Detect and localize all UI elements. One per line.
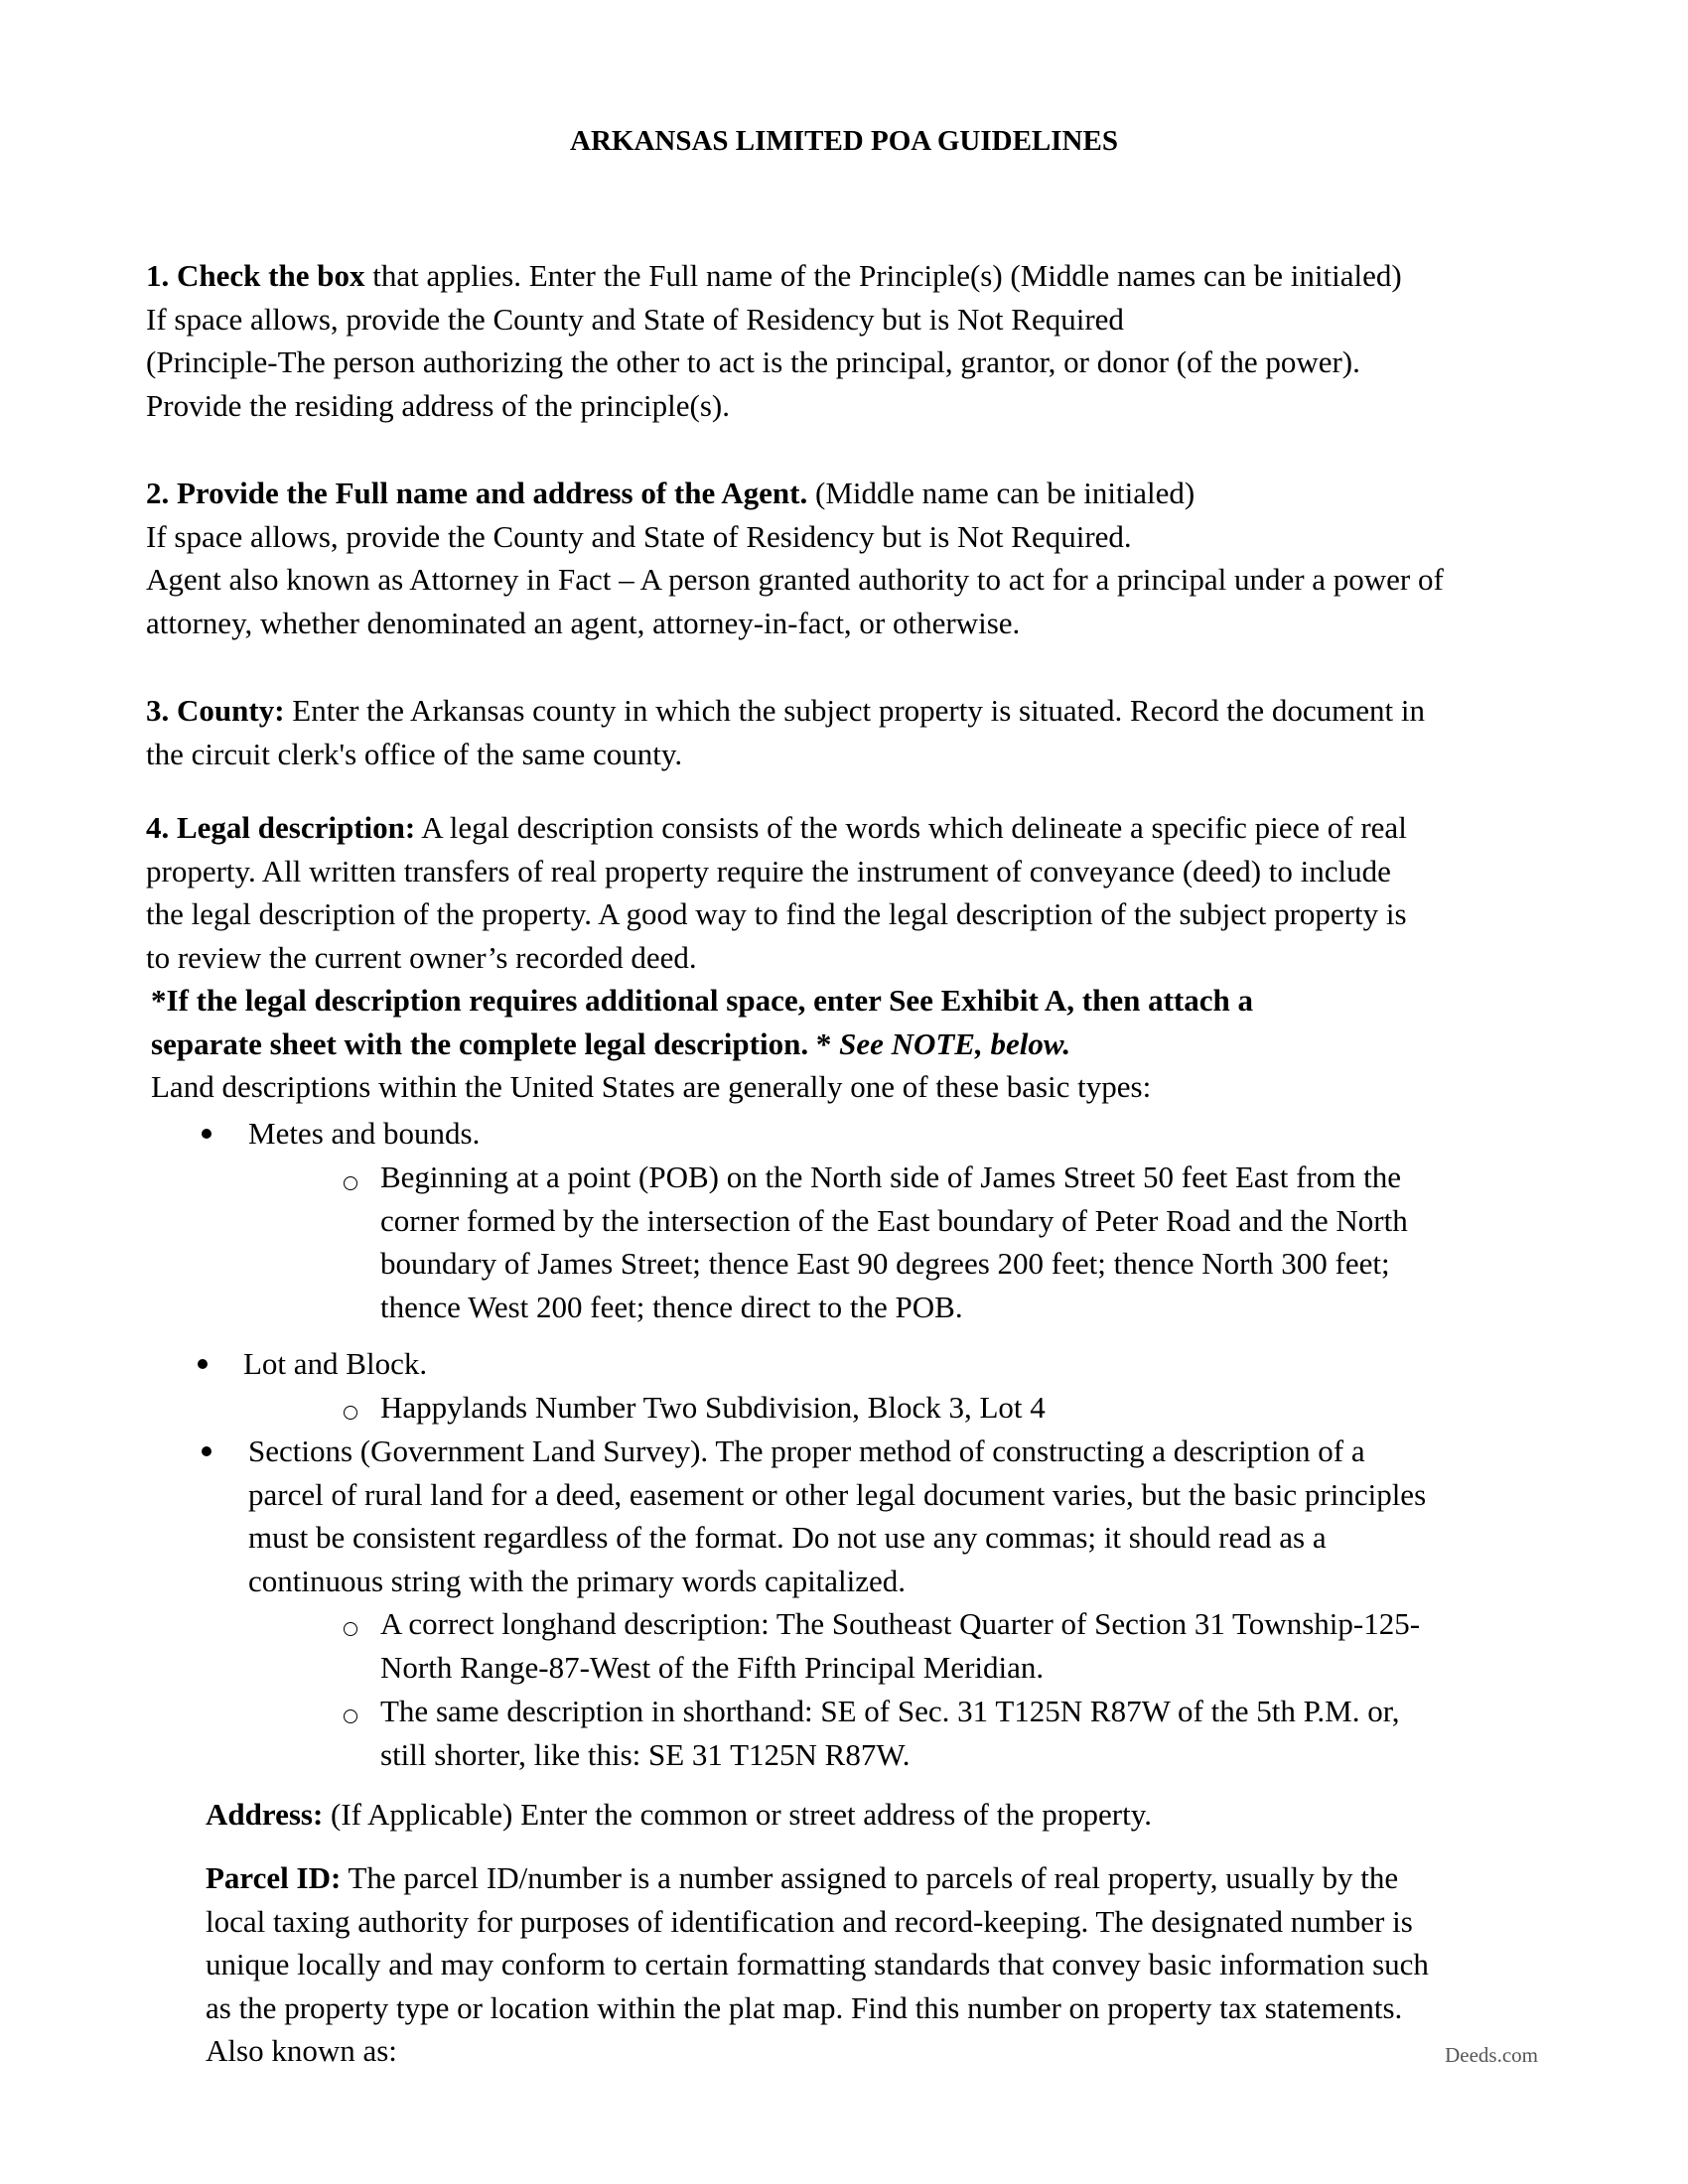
section-2-heading: 2. Provide the Full name and address of the Agent. [146, 476, 808, 510]
metes-example-line-3: boundary of James Street; thence East 90 degrees 200 feet; thence North 300 feet; [380, 1246, 1390, 1281]
see-note-reference: See NOTE, below. [839, 1025, 1071, 1061]
sections-line-1: Sections (Government Land Survey). The proper method of constructing a description of a [248, 1433, 1365, 1468]
section-4-heading: 4. Legal description: [146, 810, 416, 845]
metes-example-line-1: Beginning at a point (POB) on the North side of James Street 50 feet East from the [380, 1160, 1401, 1194]
sections-line-3: must be consistent regardless of the format. Do not use any commas; it should read as a [248, 1520, 1327, 1555]
section-4-legal-description [146, 806, 1556, 1109]
land-types-intro: Land descriptions within the United States are generally one of these basic types: [151, 1069, 1152, 1104]
bullet-icon [202, 1129, 211, 1139]
section-3-county [146, 689, 1556, 775]
section-1-line-2: If space allows, provide the County and State of Residency but is Not Required [146, 301, 1124, 337]
address-heading: Address: [206, 1797, 324, 1832]
section-3-heading: 3. County: [146, 693, 285, 728]
longhand-line-2: North Range-87-West of the Fifth Principal Meridian. [380, 1649, 1045, 1685]
section-4-line-1: A legal description consists of the words which delineate a specific piece of real [415, 810, 1407, 845]
exhibit-note-line-2: separate sheet with the complete legal description. * [151, 1025, 840, 1061]
address-text: (If Applicable) Enter the common or street address of the property. [323, 1797, 1152, 1832]
sections-line-2: parcel of rural land for a deed, easement or other legal document varies, but the basic principles [248, 1476, 1427, 1512]
longhand-example [380, 1602, 1552, 1689]
metes-example-line-2: corner formed by the intersection of the East boundary of Peter Road and the North [380, 1202, 1408, 1238]
sections-line-4: continuous string with the primary words capitalized. [248, 1563, 907, 1598]
sections-description [248, 1430, 1559, 1602]
circle-bullet-icon [344, 1709, 357, 1723]
section-2-line-4: attorney, whether denominated an agent, attorney-in-fact, or otherwise. [146, 605, 1021, 640]
metes-and-bounds-example [380, 1156, 1552, 1328]
circle-bullet-icon [344, 1176, 357, 1190]
parcel-line-1: The parcel ID/number is a number assigned to parcels of real property, usually by the [341, 1860, 1399, 1895]
section-1-heading: 1. Check the box [146, 258, 365, 293]
bullet-icon [202, 1446, 211, 1456]
metes-example-line-4: thence West 200 feet; thence direct to the POB. [380, 1289, 963, 1324]
shorthand-line-1: The same description in shorthand: SE of Sec. 31 T125N R87W of the 5th P.M. or, [380, 1694, 1400, 1728]
section-4-line-3: the legal description of the property. A good way to find the legal description of the subject property is [146, 896, 1407, 931]
shorthand-example [380, 1690, 1552, 1776]
bullet-metes-and-bounds-label: Metes and bounds. [248, 1116, 481, 1151]
circle-bullet-icon [344, 1622, 357, 1636]
parcel-line-3: unique locally and may conform to certain formatting standards that convey basic information such [206, 1947, 1429, 1981]
parcel-line-4: as the property type or location within the plat map. Find this number on property tax statements. [206, 1989, 1403, 2025]
section-1-line-4: Provide the residing address of the principle(s). [146, 387, 730, 423]
parcel-line-2: local taxing authority for purposes of identification and record-keeping. The designated number is [206, 1903, 1413, 1939]
section-1-principal [146, 254, 1556, 427]
shorthand-line-2: still shorter, like this: SE 31 T125N R87W. [380, 1736, 911, 1772]
parcel-line-5: Also known as: [206, 2033, 397, 2068]
section-1-line-3: (Principle-The person authorizing the other to act is the principal, grantor, or donor (of the power). [146, 344, 1360, 379]
section-2-line-3: Agent also known as Attorney in Fact – A person granted authority to act for a principal under a power of [146, 562, 1444, 597]
section-3-line-2: the circuit clerk's office of the same county. [146, 736, 683, 771]
longhand-line-1: A correct longhand description: The Southeast Quarter of Section 31 Township-125- [380, 1606, 1421, 1641]
section-2-line-2: If space allows, provide the County and State of Residency but is Not Required. [146, 518, 1132, 554]
section-2-line-1: (Middle name can be initialed) [807, 476, 1196, 510]
parcel-id-section [206, 1856, 1566, 2073]
address-section [206, 1793, 1616, 1837]
section-4-line-4: to review the current owner’s recorded deed. [146, 939, 697, 975]
parcel-id-heading: Parcel ID: [206, 1860, 342, 1895]
bullet-icon [198, 1359, 208, 1369]
section-1-line-1: that applies. Enter the Full name of the Principle(s) (Middle names can be initialed) [364, 258, 1402, 293]
page-title: ARKANSAS LIMITED POA GUIDELINES [570, 125, 1118, 157]
section-3-line-1: Enter the Arkansas county in which the subject property is situated. Record the document in [284, 693, 1425, 728]
section-4-line-2: property. All written transfers of real property require the instrument of conveyance (deed) to include [146, 853, 1391, 888]
section-2-agent [146, 472, 1556, 644]
exhibit-note-line-1: *If the legal description requires additional space, enter See Exhibit A, then attach a [151, 983, 1253, 1018]
lot-and-block-example: Happylands Number Two Subdivision, Block 3, Lot 4 [380, 1390, 1046, 1425]
footer-brand: Deeds.com [1445, 2043, 1538, 2067]
circle-bullet-icon [344, 1406, 357, 1420]
bullet-lot-and-block-label: Lot and Block. [243, 1346, 428, 1381]
